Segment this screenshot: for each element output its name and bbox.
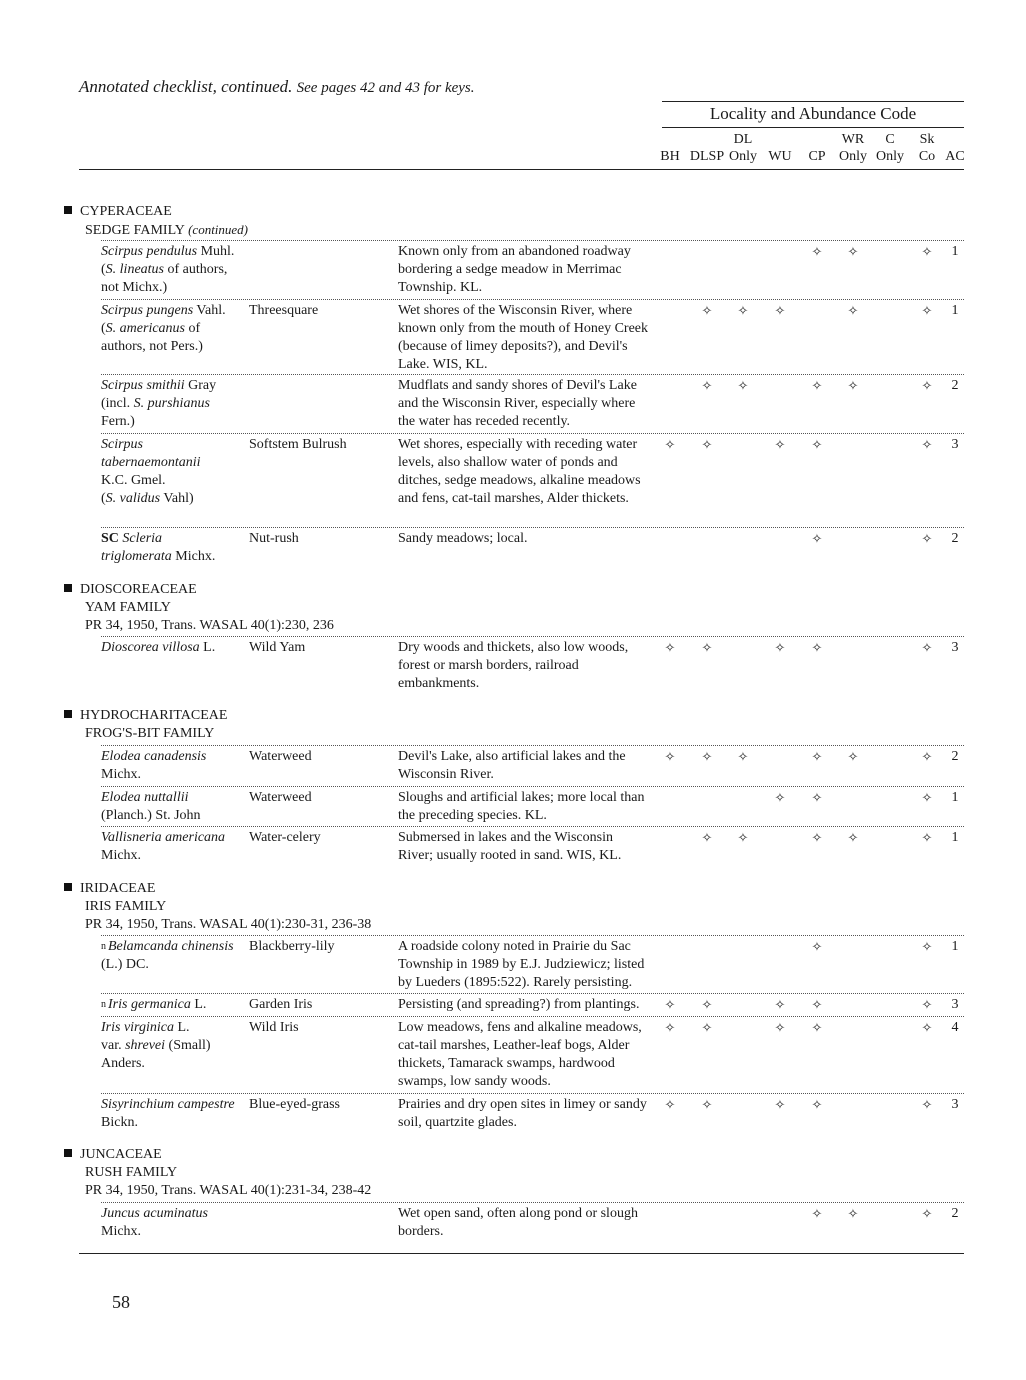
column-header-top: Sk xyxy=(919,132,935,147)
column-header xyxy=(834,131,872,165)
scientific-name: Elodea nuttallii (Planch.) St. John xyxy=(101,790,201,823)
common-name: Softstem Bulrush xyxy=(249,437,347,452)
habitat-description: Sandy meadows; local. xyxy=(398,531,528,546)
scientific-name: $^n$ Iris germanica L. xyxy=(101,997,207,1012)
species-entry xyxy=(0,789,1026,825)
column-header xyxy=(686,131,728,165)
presence-diamond-icon: ✧ xyxy=(921,830,933,845)
presence-diamond-icon: ✧ xyxy=(921,640,933,655)
column-header-bottom: DLSP xyxy=(689,149,725,164)
family-common-label: FROG'S-BIT FAMILY xyxy=(85,726,215,741)
abundance-code: 1 xyxy=(951,303,959,318)
abundance-code: 4 xyxy=(951,1020,959,1035)
locality-rule xyxy=(662,127,964,128)
habitat-description: Known only from an abandoned roadway bordering a sedge meadow in Merrimac Township. KL. xyxy=(398,244,631,295)
scientific-name: Sisyrinchium campestre Bickn. xyxy=(101,1097,235,1130)
habitat-description: A roadside colony noted in Prairie du Sac Township in 1989 by E.J. Judziewicz; listed by Lueders (1895:522). Rarely persisting. xyxy=(398,939,645,990)
entry-separator xyxy=(101,1093,964,1094)
family-name xyxy=(64,581,197,599)
abundance-code: 2 xyxy=(951,749,959,764)
family-name xyxy=(64,203,172,221)
presence-diamond-icon: ✧ xyxy=(701,303,713,318)
abundance-code: 1 xyxy=(951,939,959,954)
species-entry xyxy=(0,1019,1026,1091)
species-entry xyxy=(0,829,1026,865)
abundance-code: 2 xyxy=(951,378,959,393)
column-header xyxy=(656,131,684,165)
presence-diamond-icon: ✧ xyxy=(774,790,786,805)
column-header-bottom: AC xyxy=(945,149,965,164)
presence-diamond-icon: ✧ xyxy=(921,997,933,1012)
presence-diamond-icon: ✧ xyxy=(701,378,713,393)
common-name: Blue-eyed-grass xyxy=(249,1097,340,1112)
habitat-description: Wet shores of the Wisconsin River, where known only from the mouth of Honey Creek (because of limey deposits?), and Devil's Lake. WIS, KL. xyxy=(398,303,649,372)
habitat-description: Mudflats and sandy shores of Devil's Lake and the Wisconsin River, especially where the water has receded recently. xyxy=(398,378,637,429)
family-reference: PR 34, 1950, Trans. WASAL 40(1):230, 236 xyxy=(85,618,334,633)
abundance-code: 2 xyxy=(951,1206,959,1221)
abundance-code: 2 xyxy=(951,531,959,546)
column-header-bottom: WU xyxy=(768,149,792,164)
scientific-name: Iris virginica L. var. shrevei (Small) Anders. xyxy=(101,1020,211,1071)
header-top-rule xyxy=(662,101,964,102)
common-name: Threesquare xyxy=(249,303,319,318)
common-name: Garden Iris xyxy=(249,997,313,1012)
common-name: Waterweed xyxy=(249,749,312,764)
bullet-icon xyxy=(64,206,72,214)
column-header-top: DL xyxy=(733,132,753,147)
page-number: 58 xyxy=(112,1292,130,1312)
habitat-description: Submersed in lakes and the Wisconsin River; usually rooted in sand. WIS, KL. xyxy=(398,830,622,863)
abundance-code: 1 xyxy=(951,244,959,259)
presence-diamond-icon: ✧ xyxy=(737,303,749,318)
entry-separator xyxy=(101,527,964,528)
presence-diamond-icon: ✧ xyxy=(811,749,823,764)
presence-diamond-icon: ✧ xyxy=(811,244,823,259)
common-name: Blackberry-lily xyxy=(249,939,335,954)
entry-separator xyxy=(101,299,964,300)
habitat-description: Wet shores, especially with receding water levels, also shallow water of ponds and ditches, sedge meadows, alkaline meadows and fens, cat-tail marshes, Alder thickets. xyxy=(398,437,641,506)
presence-diamond-icon: ✧ xyxy=(701,830,713,845)
scientific-name: Scirpus pungens Vahl. (S. americanus of authors, not Pers.) xyxy=(101,303,226,354)
column-header-top xyxy=(656,131,684,148)
abundance-code: 1 xyxy=(951,830,959,845)
species-entry xyxy=(0,377,1026,431)
common-name: Waterweed xyxy=(249,790,312,805)
presence-diamond-icon: ✧ xyxy=(921,790,933,805)
habitat-description: Low meadows, fens and alkaline meadows, cat-tail marshes, Leather-leaf bogs, Alder thickets, Tamarack swamps, hardwood swamps, low sandy woods. xyxy=(398,1020,642,1089)
presence-diamond-icon: ✧ xyxy=(847,303,859,318)
presence-diamond-icon: ✧ xyxy=(811,1206,823,1221)
presence-diamond-icon: ✧ xyxy=(811,437,823,452)
column-header xyxy=(763,131,797,165)
family-name xyxy=(64,707,227,725)
entry-separator xyxy=(101,745,964,746)
entry-separator xyxy=(101,826,964,827)
habitat-description: Dry woods and thickets, also low woods, forest or marsh borders, railroad embankments. xyxy=(398,640,629,691)
entry-separator xyxy=(101,433,964,434)
footer-rule xyxy=(79,1253,964,1254)
header-bottom-rule xyxy=(79,169,964,170)
common-name: Nut-rush xyxy=(249,531,299,546)
column-header-top xyxy=(763,131,797,148)
family-common-name xyxy=(85,1164,177,1182)
entry-separator xyxy=(101,786,964,787)
scientific-name: $^n$ Belamcanda chinensis (L.) DC. xyxy=(101,939,234,972)
presence-diamond-icon: ✧ xyxy=(737,378,749,393)
scientific-name: Juncus acuminatus Michx. xyxy=(101,1206,208,1239)
column-header xyxy=(871,131,909,165)
species-entry xyxy=(0,748,1026,784)
presence-diamond-icon: ✧ xyxy=(664,1020,676,1035)
family-name-label: CYPERACEAE xyxy=(80,204,172,219)
entry-separator xyxy=(101,993,964,994)
presence-diamond-icon: ✧ xyxy=(811,640,823,655)
scientific-name: Scirpus smithii Gray (incl. S. purshianus Fern.) xyxy=(101,378,217,429)
scientific-name: Dioscorea villosa L. xyxy=(101,640,216,655)
column-header xyxy=(724,131,762,165)
presence-diamond-icon: ✧ xyxy=(701,437,713,452)
presence-diamond-icon: ✧ xyxy=(847,830,859,845)
presence-diamond-icon: ✧ xyxy=(811,997,823,1012)
species-entry xyxy=(0,639,1026,693)
family-common-note: (continued) xyxy=(184,222,249,237)
presence-diamond-icon: ✧ xyxy=(921,1020,933,1035)
presence-diamond-icon: ✧ xyxy=(664,1097,676,1112)
common-name: Wild Yam xyxy=(249,640,306,655)
presence-diamond-icon: ✧ xyxy=(774,997,786,1012)
column-header-bottom: BH xyxy=(660,149,680,164)
column-header-top xyxy=(686,131,728,148)
bullet-icon xyxy=(64,710,72,718)
scientific-name: Vallisneria americana Michx. xyxy=(101,830,226,863)
presence-diamond-icon: ✧ xyxy=(811,531,823,546)
family-reference: PR 34, 1950, Trans. WASAL 40(1):231-34, 238-42 xyxy=(85,1183,372,1198)
column-header-top: WR xyxy=(841,132,865,147)
presence-diamond-icon: ✧ xyxy=(921,939,933,954)
column-header-top xyxy=(803,131,831,148)
abundance-code: 3 xyxy=(951,1097,959,1112)
presence-diamond-icon: ✧ xyxy=(774,640,786,655)
presence-diamond-icon: ✧ xyxy=(737,749,749,764)
family-name xyxy=(64,880,155,898)
column-header-top xyxy=(944,131,966,148)
presence-diamond-icon: ✧ xyxy=(921,303,933,318)
family-common-label: RUSH FAMILY xyxy=(85,1165,178,1180)
presence-diamond-icon: ✧ xyxy=(701,1020,713,1035)
presence-diamond-icon: ✧ xyxy=(921,531,933,546)
presence-diamond-icon: ✧ xyxy=(811,378,823,393)
entry-separator xyxy=(101,240,964,241)
presence-diamond-icon: ✧ xyxy=(737,830,749,845)
species-entry xyxy=(0,996,1026,1014)
entry-separator xyxy=(101,1016,964,1017)
habitat-description: Prairies and dry open sites in limey or sandy soil, quartzite glades. xyxy=(398,1097,647,1130)
family-common-name xyxy=(85,898,166,916)
family-name xyxy=(64,1146,162,1164)
presence-diamond-icon: ✧ xyxy=(921,749,933,764)
entry-separator xyxy=(101,1202,964,1203)
family-common-name xyxy=(85,221,248,240)
presence-diamond-icon: ✧ xyxy=(921,378,933,393)
presence-diamond-icon: ✧ xyxy=(774,1020,786,1035)
column-header xyxy=(912,131,942,165)
presence-diamond-icon: ✧ xyxy=(847,1206,859,1221)
presence-diamond-icon: ✧ xyxy=(811,1097,823,1112)
presence-diamond-icon: ✧ xyxy=(664,749,676,764)
page-title-main: Annotated checklist, continued. xyxy=(79,77,293,96)
entry-separator xyxy=(101,935,964,936)
presence-diamond-icon: ✧ xyxy=(847,378,859,393)
entry-separator xyxy=(101,636,964,637)
presence-diamond-icon: ✧ xyxy=(921,1097,933,1112)
presence-diamond-icon: ✧ xyxy=(921,244,933,259)
family-common-label: YAM FAMILY xyxy=(85,600,171,615)
scientific-name: Scirpus tabernaemontanii K.C. Gmel. (S. validus Vahl) xyxy=(101,437,201,506)
column-header-bottom: Only xyxy=(839,149,867,164)
presence-diamond-icon: ✧ xyxy=(701,997,713,1012)
family-common-label: IRIS FAMILY xyxy=(85,899,167,914)
abundance-code: 3 xyxy=(951,437,959,452)
abundance-code: 1 xyxy=(951,790,959,805)
presence-diamond-icon: ✧ xyxy=(701,640,713,655)
habitat-description: Devil's Lake, also artificial lakes and the Wisconsin River. xyxy=(398,749,626,782)
presence-diamond-icon: ✧ xyxy=(811,1020,823,1035)
family-common-label: SEDGE FAMILY xyxy=(85,223,185,238)
abundance-code: 3 xyxy=(951,997,959,1012)
habitat-description: Wet open sand, often along pond or slough borders. xyxy=(398,1206,638,1239)
family-common-name xyxy=(85,725,214,743)
presence-diamond-icon: ✧ xyxy=(774,1097,786,1112)
column-header xyxy=(803,131,831,165)
presence-diamond-icon: ✧ xyxy=(921,437,933,452)
page-title-keys: See pages 42 and 43 for keys. xyxy=(296,80,475,96)
family-name-label: DIOSCOREACEAE xyxy=(80,582,197,597)
presence-diamond-icon: ✧ xyxy=(701,1097,713,1112)
bullet-icon xyxy=(64,1149,72,1157)
entry-separator xyxy=(101,374,964,375)
column-header-bottom: Only xyxy=(729,149,757,164)
species-entry xyxy=(0,302,1026,374)
abundance-code: 3 xyxy=(951,640,959,655)
species-entry xyxy=(0,1205,1026,1241)
column-header xyxy=(944,131,966,165)
common-name: Wild Iris xyxy=(249,1020,299,1035)
common-name: Water-celery xyxy=(249,830,321,845)
presence-diamond-icon: ✧ xyxy=(921,1206,933,1221)
species-entry xyxy=(0,1096,1026,1132)
presence-diamond-icon: ✧ xyxy=(774,303,786,318)
family-name-label: IRIDACEAE xyxy=(80,881,156,896)
presence-diamond-icon: ✧ xyxy=(664,640,676,655)
presence-diamond-icon: ✧ xyxy=(701,749,713,764)
scientific-name: SC Scleria triglomerata Michx. xyxy=(101,531,216,564)
presence-diamond-icon: ✧ xyxy=(811,939,823,954)
scientific-name: Elodea canadensis Michx. xyxy=(101,749,207,782)
column-header-bottom: CP xyxy=(808,149,826,164)
page-title xyxy=(79,77,475,97)
presence-diamond-icon: ✧ xyxy=(811,790,823,805)
family-name-label: HYDROCHARITACEAE xyxy=(80,708,228,723)
bullet-icon xyxy=(64,584,72,592)
presence-diamond-icon: ✧ xyxy=(664,997,676,1012)
column-header-top: C xyxy=(885,132,895,147)
presence-diamond-icon: ✧ xyxy=(774,437,786,452)
presence-diamond-icon: ✧ xyxy=(847,244,859,259)
family-reference: PR 34, 1950, Trans. WASAL 40(1):230-31, 236-38 xyxy=(85,917,372,932)
presence-diamond-icon: ✧ xyxy=(811,830,823,845)
species-entry xyxy=(0,530,1026,566)
habitat-description: Sloughs and artificial lakes; more local than the preceding species. KL. xyxy=(398,790,645,823)
species-entry xyxy=(0,938,1026,992)
column-header-bottom: Only xyxy=(876,149,904,164)
species-entry xyxy=(0,243,1026,297)
species-entry xyxy=(0,436,1026,526)
presence-diamond-icon: ✧ xyxy=(847,749,859,764)
presence-diamond-icon: ✧ xyxy=(664,437,676,452)
bullet-icon xyxy=(64,883,72,891)
family-name-label: JUNCACEAE xyxy=(80,1147,162,1162)
scientific-name: Scirpus pendulus Muhl. (S. lineatus of authors, not Michx.) xyxy=(101,244,235,295)
locality-title: Locality and Abundance Code xyxy=(709,104,917,123)
family-common-name xyxy=(85,599,171,617)
column-header-bottom: Co xyxy=(918,149,936,164)
habitat-description: Persisting (and spreading?) from plantings. xyxy=(398,997,640,1012)
